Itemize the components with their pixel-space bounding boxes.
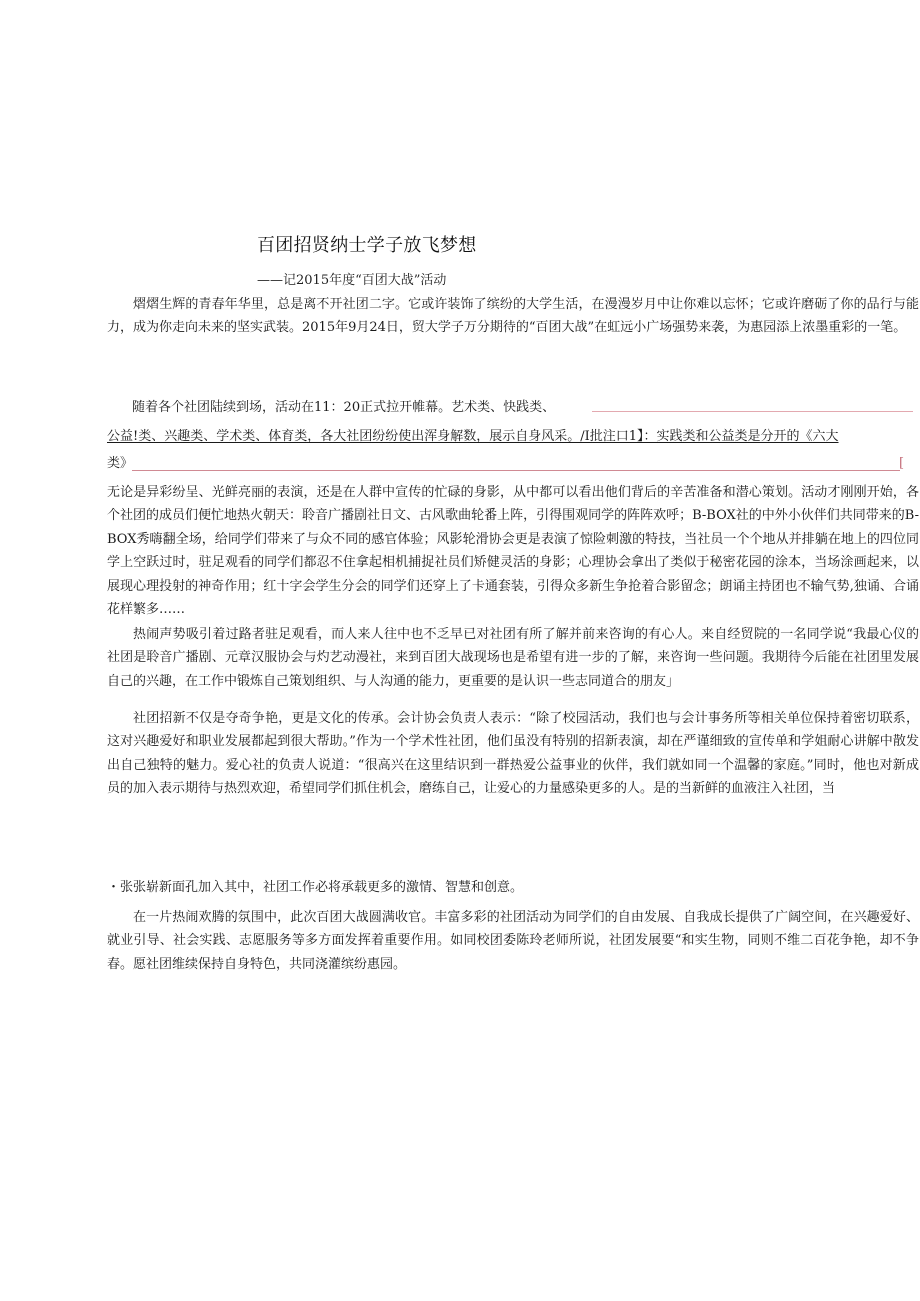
paragraph-bullet-continuation: ・张张崭新面孔加入其中，社团工作必将承载更多的激情、智慧和创意。 bbox=[107, 880, 524, 895]
paragraph-opening-line-3: 类》 bbox=[107, 456, 134, 471]
comment-connector-line bbox=[592, 411, 913, 412]
comment-underline bbox=[132, 470, 900, 471]
paragraph-conclusion: 在一片热闹欢腾的氛围中，此次百团大战圆满收官。丰富多彩的社团活动为同学们的自由发展、自我成长提供了广阔空间，在兴趣爱好、就业引导、社会实践、志愿服务等多方面发挥着重要作用。如同校团委陈玲老师所说，社团发展要“和实生物，同则不维二百花争艳，却不争春。愿社团维续保持自身特色，共同浇灌缤纷惠园。 bbox=[107, 910, 919, 972]
paragraph-opening-line-1: 随着各个社团陆续到场，活动在11：20正式拉开帷幕。艺术类、快践类、 bbox=[132, 400, 556, 415]
article-title: 百团招贤纳士学子放飞梦想 bbox=[257, 235, 477, 256]
paragraph-opening-line-2: 公益!类、兴趣类、学术类、体育类，各大社团纷纷使出浑身解数，展示自身风采。/I批注口1】：实践类和公益类是分开的《六大 bbox=[107, 429, 839, 444]
article-subtitle: ——记2015年度“百团大战”活动 bbox=[257, 273, 447, 288]
paragraph-consultation: 热闹声势吸引着过路者驻足观看，而人来人往中也不乏早已对社团有所了解并前来咨询的有心人。来自经贸院的一名同学说“我最心仪的社团是聆音广播剧、元章汉服协会与灼艺动漫社，来到百团大战现场也是希望有进一步的了解，来咨询一些问题。我期待今后能在社团里发展自己的兴趣，在工作中锻炼自己策划组织、与人沟通的能力，更重要的是认识一些志同道合的朋友」 bbox=[107, 627, 919, 689]
paragraph-performances: 无论是异彩纷呈、光鲜亮丽的表演，还是在人群中宣传的忙碌的身影，从中都可以看出他们背后的辛苦准备和潜心策划。活动才刚刚开始，各个社团的成员们便忙地热火朝天：聆音广播剧社日文、古风歌曲轮番上阵，引得围观同学的阵阵欢呼；B-BOX社的中外小伙伴们共同带来的B-BOX秀嗨翻全场，给同学们带来了与众不同的感官体验；风影轮滑协会更是表演了惊险刺激的特技，当社员一个个地从并排躺在地上的四位同学上空跃过时，驻足观看的同学们都忍不住拿起相机捕捉社员们矫健灵活的身影；心理协会拿出了类似于秘密花园的涂本，当场涂画起来，以展现心理投射的神奇作用；红十字会学生分会的同学们还穿上了卡通套装，引得众多新生争抢着合影留念；朗诵主持团也不输气势,独诵、合诵花样繁多…… bbox=[107, 485, 919, 618]
paragraph-intro: 熠熠生辉的青春年华里，总是离不开社团二字。它或许装饰了缤纷的大学生活，在漫漫岁月中让你难以忘怀；它或许磨砺了你的品行与能力，成为你走向未来的坚实武装。2015年9月24日，贸大学子万分期待的“百团大战”在虹远小广场强势来袭，为惠园添上浓墨重彩的一笔。 bbox=[107, 297, 919, 336]
comment-bracket: [ bbox=[899, 456, 905, 471]
paragraph-culture: 社团招新不仅是夺奇争艳，更是文化的传承。会计协会负责人表示：“除了校园活动，我们也与会计事务所等相关单位保持着密切联系，这对兴趣爱好和职业发展都起到很大帮助。”作为一个学术性社团，他们虽没有特别的招新表演，却在严谨细致的宣传单和学姐耐心讲解中散发出自己独特的魅力。爱心社的负责人说道：“很高兴在这里结识到一群热爱公益事业的伙伴，我们就如同一个温馨的家庭。”同时，他也对新成员的加入表示期待与热烈欢迎，希望同学们抓住机会，磨练自己，让爱心的力量感染更多的人。是的当新鲜的血液注入社团，当 bbox=[107, 711, 919, 797]
